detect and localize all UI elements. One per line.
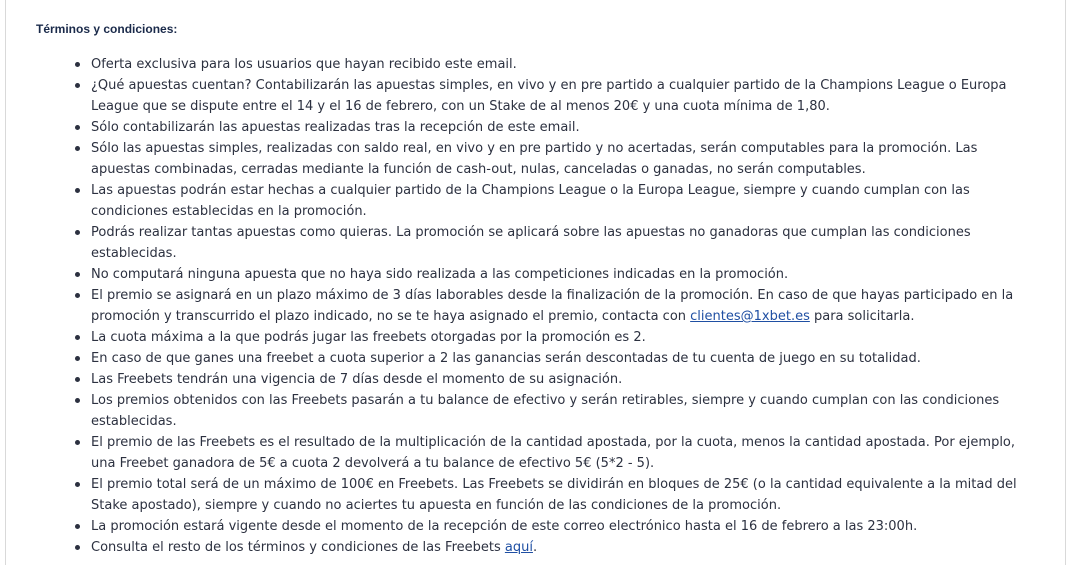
term-text: La cuota máxima a la que podrás jugar las freebets otorgadas por la promoción es 2. — [91, 330, 646, 345]
term-text: Los premios obtenidos con las Freebets pasarán a tu balance de efectivo y serán retirables, siempre y cuando cumplan con las condiciones establecidas. — [91, 393, 1000, 429]
list-item — [73, 516, 1038, 537]
term-text: Sólo contabilizarán las apuestas realizadas tras la recepción de este email. — [91, 120, 580, 135]
email-content-panel — [5, 0, 1066, 565]
list-item — [73, 285, 1038, 327]
term-text: Las apuestas podrán estar hechas a cualquier partido de la Champions League o la Europa League, siempre y cuando cumplan con las condiciones establecidas en la promoción. — [91, 183, 970, 219]
term-text: La promoción estará vigente desde el momento de la recepción de este correo electrónico hasta el 16 de febrero a las 23:00h. — [91, 519, 918, 534]
term-text: Sólo las apuestas simples, realizadas con saldo real, en vivo y en pre partido y no acertadas, serán computables para la promoción. Las apuestas combinadas, cerradas mediante la función de cash-out, nulas, canceladas o ganadas, no serán computables. — [91, 141, 978, 177]
term-text: ¿Qué apuestas cuentan? Contabilizarán las apuestas simples, en vivo y en pre partido a cualquier partido de la Champions League o Europa League que se dispute entre el 14 y el 16 de febrero, con un Stake de al menos 20€ y una cuota mínima de 1,80. — [91, 78, 1007, 114]
term-text: Podrás realizar tantas apuestas como quieras. La promoción se aplicará sobre las apuestas no ganadoras que cumplan las condiciones establecidas. — [91, 225, 971, 261]
term-text-before-link: Consulta el resto de los términos y condiciones de las Freebets — [91, 540, 505, 555]
list-item — [73, 264, 1038, 285]
terms-list — [73, 54, 1038, 558]
term-text: El premio total será de un máximo de 100€ en Freebets. Las Freebets se dividirán en bloques de 25€ (o la cantidad equivalente a la mitad del Stake apostado), siempre y cuando no aciertes tu apuesta en función de las condiciones de la promoción. — [91, 477, 1017, 513]
term-text: En caso de que ganes una freebet a cuota superior a 2 las ganancias serán descontadas de tu cuenta de juego en su totalidad. — [91, 351, 921, 366]
term-text: Oferta exclusiva para los usuarios que hayan recibido este email. — [91, 57, 517, 72]
list-item — [73, 390, 1038, 432]
list-item — [73, 537, 1038, 558]
list-item — [73, 327, 1038, 348]
list-item — [73, 432, 1038, 474]
term-text: El premio de las Freebets es el resultado de la multiplicación de la cantidad apostada, por la cuota, menos la cantidad apostada. Por ejemplo, una Freebet ganadora de 5€ a cuota 2 devolverá a tu balance de efectivo 5€ (5*2 - 5). — [91, 435, 1016, 471]
list-item — [73, 138, 1038, 180]
list-item — [73, 117, 1038, 138]
list-item — [73, 75, 1038, 117]
list-item — [73, 222, 1038, 264]
freebets-terms-link[interactable]: aquí — [504, 540, 533, 555]
term-text: No computará ninguna apuesta que no haya sido realizada a las competiciones indicadas en la promoción. — [91, 267, 789, 282]
term-text: Las Freebets tendrán una vigencia de 7 días desde el momento de su asignación. — [91, 372, 623, 387]
term-text-after-link: para solicitarla. — [809, 309, 915, 324]
list-item — [73, 348, 1038, 369]
term-text-after-link: . — [532, 540, 538, 555]
list-item — [73, 474, 1038, 516]
list-item — [73, 54, 1038, 75]
terms-heading: Términos y condiciones: — [36, 22, 178, 36]
term-text-before-link: El premio se asignará en un plazo máximo de 3 días laborables desde la finalización de la promoción. En caso de que hayas participado en la promoción y transcurrido el plazo indicado, no se te haya asignado el premio, contacta con — [91, 288, 1014, 324]
list-item — [73, 369, 1038, 390]
support-email-link[interactable]: clientes@1xbet.es — [690, 309, 810, 324]
list-item — [73, 180, 1038, 222]
